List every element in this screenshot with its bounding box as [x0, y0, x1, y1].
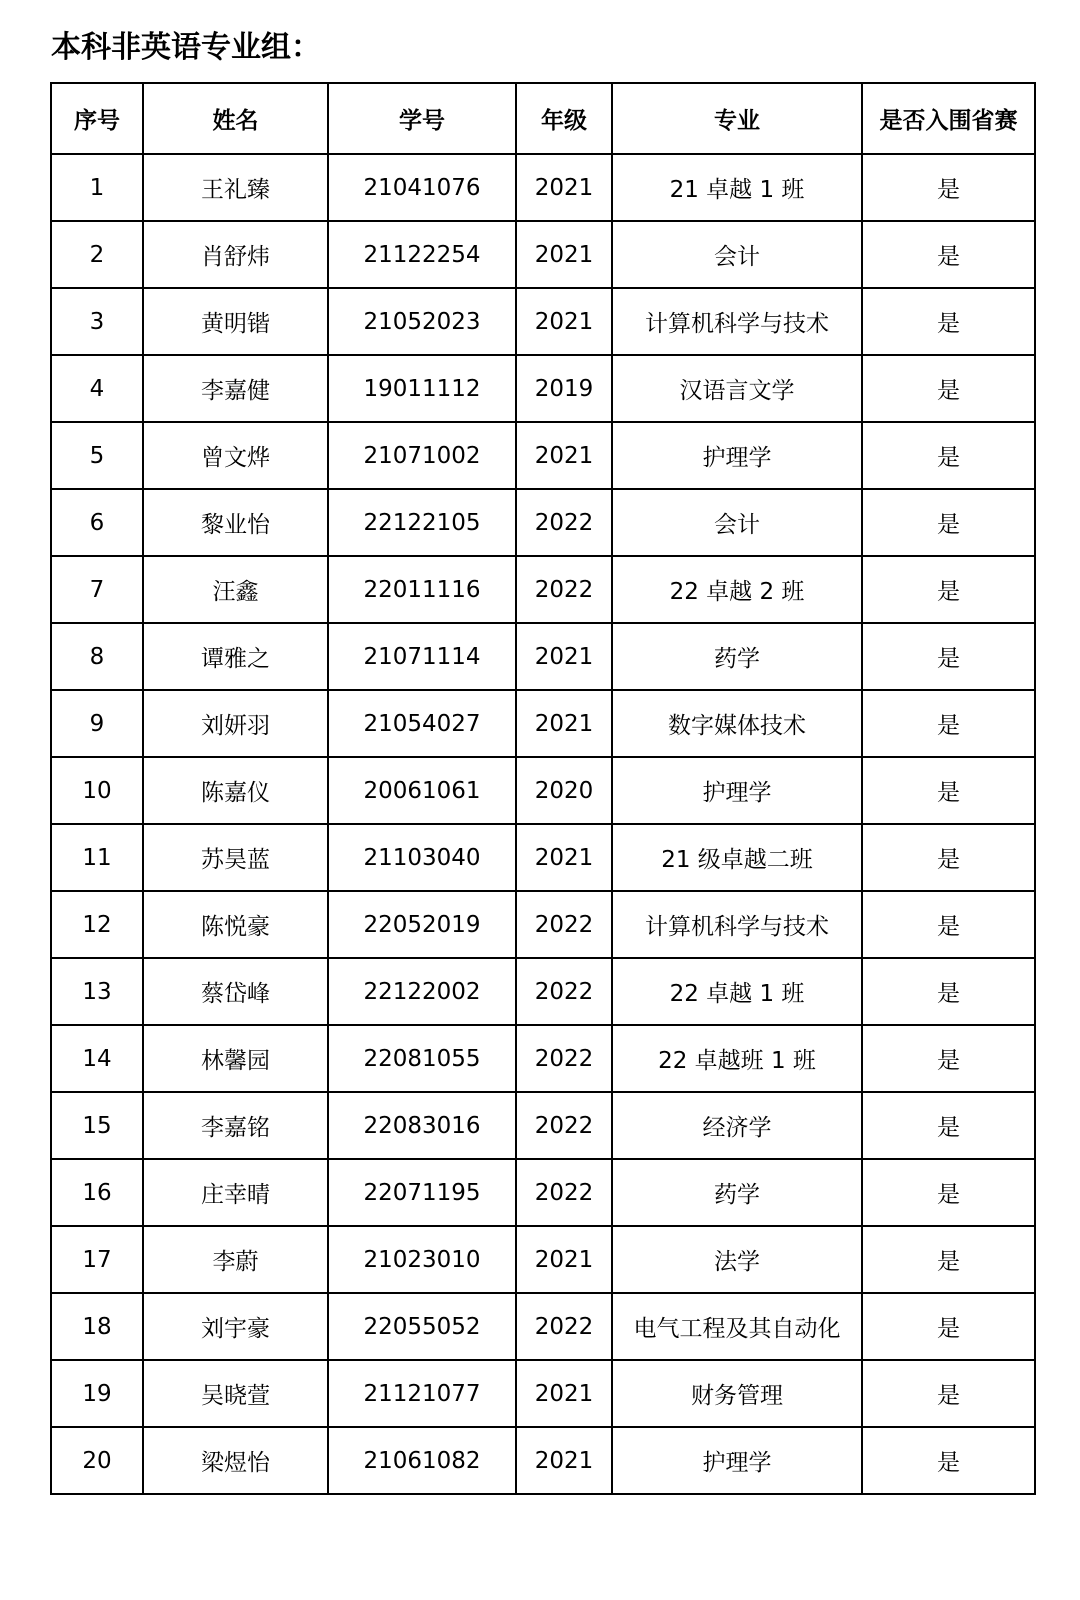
cell-name: 李蔚: [143, 1226, 328, 1293]
cell-major: 21 卓越 1 班: [612, 154, 862, 221]
table-row: [51, 1293, 1035, 1360]
cell-name: 梁煜怡: [143, 1427, 328, 1494]
cell-major: 计算机科学与技术: [612, 288, 862, 355]
cell-major: 护理学: [612, 1427, 862, 1494]
cell-student-id: 22122105: [328, 489, 516, 556]
cell-name: 汪鑫: [143, 556, 328, 623]
cell-major: 药学: [612, 1159, 862, 1226]
cell-grade: 2022: [516, 489, 612, 556]
cell-student-id: 21041076: [328, 154, 516, 221]
cell-major: 药学: [612, 623, 862, 690]
cell-student-id: 21121077: [328, 1360, 516, 1427]
cell-name: 曾文烨: [143, 422, 328, 489]
cell-index: 14: [51, 1025, 143, 1092]
cell-student-id: 22055052: [328, 1293, 516, 1360]
cell-qualified: 是: [862, 623, 1035, 690]
header-qualified: 是否入围省赛: [862, 83, 1035, 154]
cell-qualified: 是: [862, 556, 1035, 623]
cell-name: 李嘉铭: [143, 1092, 328, 1159]
cell-index: 13: [51, 958, 143, 1025]
cell-name: 黄明锴: [143, 288, 328, 355]
cell-grade: 2021: [516, 154, 612, 221]
header-student-id: 学号: [328, 83, 516, 154]
cell-major: 护理学: [612, 422, 862, 489]
cell-student-id: 22052019: [328, 891, 516, 958]
header-grade: 年级: [516, 83, 612, 154]
cell-qualified: 是: [862, 824, 1035, 891]
cell-qualified: 是: [862, 1159, 1035, 1226]
cell-grade: 2021: [516, 824, 612, 891]
cell-grade: 2021: [516, 288, 612, 355]
cell-grade: 2021: [516, 221, 612, 288]
cell-qualified: 是: [862, 1092, 1035, 1159]
cell-student-id: 22083016: [328, 1092, 516, 1159]
table-row: [51, 154, 1035, 221]
cell-student-id: 21122254: [328, 221, 516, 288]
cell-major: 护理学: [612, 757, 862, 824]
cell-qualified: 是: [862, 1427, 1035, 1494]
cell-student-id: 21103040: [328, 824, 516, 891]
cell-name: 黎业怡: [143, 489, 328, 556]
cell-major: 财务管理: [612, 1360, 862, 1427]
cell-name: 林馨园: [143, 1025, 328, 1092]
cell-major: 计算机科学与技术: [612, 891, 862, 958]
table-row: [51, 757, 1035, 824]
table-row: [51, 1092, 1035, 1159]
cell-qualified: 是: [862, 1226, 1035, 1293]
cell-index: 19: [51, 1360, 143, 1427]
table-body: [51, 154, 1035, 1494]
cell-qualified: 是: [862, 1025, 1035, 1092]
cell-major: 汉语言文学: [612, 355, 862, 422]
cell-qualified: 是: [862, 757, 1035, 824]
cell-student-id: 22071195: [328, 1159, 516, 1226]
header-index: 序号: [51, 83, 143, 154]
cell-qualified: 是: [862, 221, 1035, 288]
header-major: 专业: [612, 83, 862, 154]
cell-student-id: 22122002: [328, 958, 516, 1025]
cell-name: 李嘉健: [143, 355, 328, 422]
table-row: [51, 422, 1035, 489]
table-row: [51, 690, 1035, 757]
cell-name: 刘妍羽: [143, 690, 328, 757]
cell-qualified: 是: [862, 1293, 1035, 1360]
table-row: [51, 355, 1035, 422]
table-row: [51, 1025, 1035, 1092]
cell-index: 4: [51, 355, 143, 422]
table-row: [51, 556, 1035, 623]
cell-student-id: 21061082: [328, 1427, 516, 1494]
cell-student-id: 22011116: [328, 556, 516, 623]
cell-qualified: 是: [862, 355, 1035, 422]
cell-grade: 2019: [516, 355, 612, 422]
cell-index: 17: [51, 1226, 143, 1293]
cell-major: 会计: [612, 221, 862, 288]
cell-index: 5: [51, 422, 143, 489]
cell-index: 16: [51, 1159, 143, 1226]
cell-major: 22 卓越班 1 班: [612, 1025, 862, 1092]
cell-major: 法学: [612, 1226, 862, 1293]
cell-index: 10: [51, 757, 143, 824]
cell-index: 3: [51, 288, 143, 355]
cell-grade: 2022: [516, 1092, 612, 1159]
cell-student-id: 20061061: [328, 757, 516, 824]
cell-index: 15: [51, 1092, 143, 1159]
cell-grade: 2021: [516, 1360, 612, 1427]
cell-grade: 2022: [516, 1025, 612, 1092]
cell-name: 吴晓萱: [143, 1360, 328, 1427]
cell-qualified: 是: [862, 489, 1035, 556]
cell-name: 刘宇豪: [143, 1293, 328, 1360]
results-table: [50, 82, 1036, 1495]
cell-qualified: 是: [862, 891, 1035, 958]
table-row: [51, 623, 1035, 690]
cell-grade: 2021: [516, 623, 612, 690]
cell-student-id: 21023010: [328, 1226, 516, 1293]
cell-grade: 2022: [516, 1159, 612, 1226]
table-row: [51, 1427, 1035, 1494]
cell-student-id: 21054027: [328, 690, 516, 757]
table-row: [51, 824, 1035, 891]
cell-grade: 2022: [516, 958, 612, 1025]
cell-name: 陈悦豪: [143, 891, 328, 958]
table-row: [51, 891, 1035, 958]
cell-student-id: 21071002: [328, 422, 516, 489]
cell-major: 经济学: [612, 1092, 862, 1159]
cell-grade: 2022: [516, 891, 612, 958]
cell-major: 22 卓越 2 班: [612, 556, 862, 623]
cell-grade: 2022: [516, 1293, 612, 1360]
cell-index: 2: [51, 221, 143, 288]
cell-index: 1: [51, 154, 143, 221]
table-row: [51, 288, 1035, 355]
cell-qualified: 是: [862, 690, 1035, 757]
cell-index: 8: [51, 623, 143, 690]
cell-student-id: 21071114: [328, 623, 516, 690]
cell-student-id: 19011112: [328, 355, 516, 422]
cell-index: 18: [51, 1293, 143, 1360]
cell-major: 会计: [612, 489, 862, 556]
table-row: [51, 221, 1035, 288]
cell-index: 12: [51, 891, 143, 958]
cell-student-id: 21052023: [328, 288, 516, 355]
cell-major: 数字媒体技术: [612, 690, 862, 757]
page-title: 本科非英语专业组：: [51, 30, 321, 65]
cell-grade: 2021: [516, 422, 612, 489]
cell-name: 谭雅之: [143, 623, 328, 690]
cell-grade: 2020: [516, 757, 612, 824]
table-row: [51, 1159, 1035, 1226]
table-row: [51, 489, 1035, 556]
cell-qualified: 是: [862, 288, 1035, 355]
table-row: [51, 1226, 1035, 1293]
table-row: [51, 1360, 1035, 1427]
cell-grade: 2021: [516, 690, 612, 757]
cell-qualified: 是: [862, 154, 1035, 221]
cell-name: 王礼臻: [143, 154, 328, 221]
cell-index: 7: [51, 556, 143, 623]
cell-major: 22 卓越 1 班: [612, 958, 862, 1025]
cell-qualified: 是: [862, 958, 1035, 1025]
cell-name: 苏昊蓝: [143, 824, 328, 891]
cell-name: 肖舒炜: [143, 221, 328, 288]
cell-grade: 2022: [516, 556, 612, 623]
cell-name: 陈嘉仪: [143, 757, 328, 824]
cell-name: 蔡岱峰: [143, 958, 328, 1025]
header-name: 姓名: [143, 83, 328, 154]
cell-student-id: 22081055: [328, 1025, 516, 1092]
cell-index: 11: [51, 824, 143, 891]
cell-major: 电气工程及其自动化: [612, 1293, 862, 1360]
table-row: [51, 958, 1035, 1025]
cell-grade: 2021: [516, 1226, 612, 1293]
cell-index: 6: [51, 489, 143, 556]
cell-index: 9: [51, 690, 143, 757]
table-header-row: [51, 83, 1035, 154]
cell-qualified: 是: [862, 422, 1035, 489]
cell-name: 庄幸晴: [143, 1159, 328, 1226]
cell-qualified: 是: [862, 1360, 1035, 1427]
cell-major: 21 级卓越二班: [612, 824, 862, 891]
cell-index: 20: [51, 1427, 143, 1494]
cell-grade: 2021: [516, 1427, 612, 1494]
